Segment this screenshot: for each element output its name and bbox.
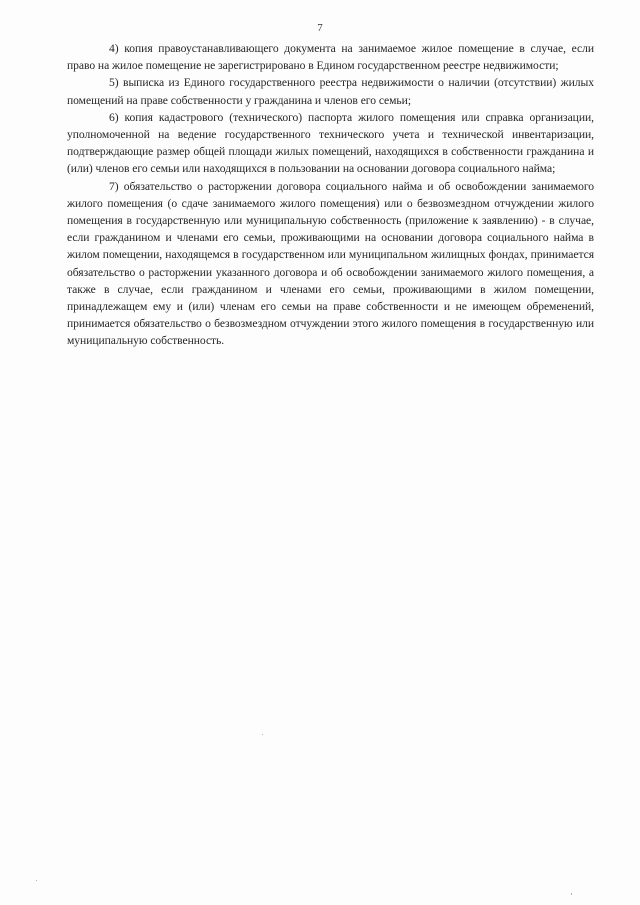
document-body <box>67 40 594 350</box>
list-item-7: 7) обязательство о расторжении договора социального найма и об освобождении занимаемого жилого помещения (о сдаче занимаемого жилого помещения) или о безвозмездном отчуждении жилого помещения в государственную или муниципальную собственность (приложение к заявлению) - в случае, если гражданином и членами его семьи, проживающими на основании договора социального найма в жилом помещении, находящемся в государственном или муниципальном жилищных фондах, принимается обязательство о расторжении указанного договора и об освобождении занимаемого жилого помещения, а также в случае, если гражданином и членами его семьи, проживающими в жилом помещении, принадлежащем ему и (или) членам его семьи на праве собственности и не имеющем обременений, принимается обязательство о безвозмездном отчуждении этого жилого помещения в государственную или муниципальную собственность. <box>67 179 594 348</box>
scan-speck <box>571 893 572 895</box>
list-item-5: 5) выписка из Единого государственного реестра недвижимости о наличии (отсутствии) жилых помещений на праве собственности у гражданина и членов его семьи; <box>67 76 594 107</box>
list-item-6: 6) копия кадастрового (технического) паспорта жилого помещения или справка организации, уполномоченной на ведение государственного технического учета и технической инвентаризации, подтверждающие размер общей площади жилых помещений, находящихся в собственности гражданина и (или) членов его семьи или находящихся в пользовании на основании договора социального найма; <box>67 110 594 176</box>
scan-speck <box>36 880 37 881</box>
list-item-4: 4) копия правоустанавливающего документа на занимаемое жилое помещение в случае, если право на жилое помещение не зарегистрировано в Едином государственном реестре недвижимости; <box>67 42 594 73</box>
scan-speck <box>262 734 263 735</box>
page-number: 7 <box>317 22 323 34</box>
